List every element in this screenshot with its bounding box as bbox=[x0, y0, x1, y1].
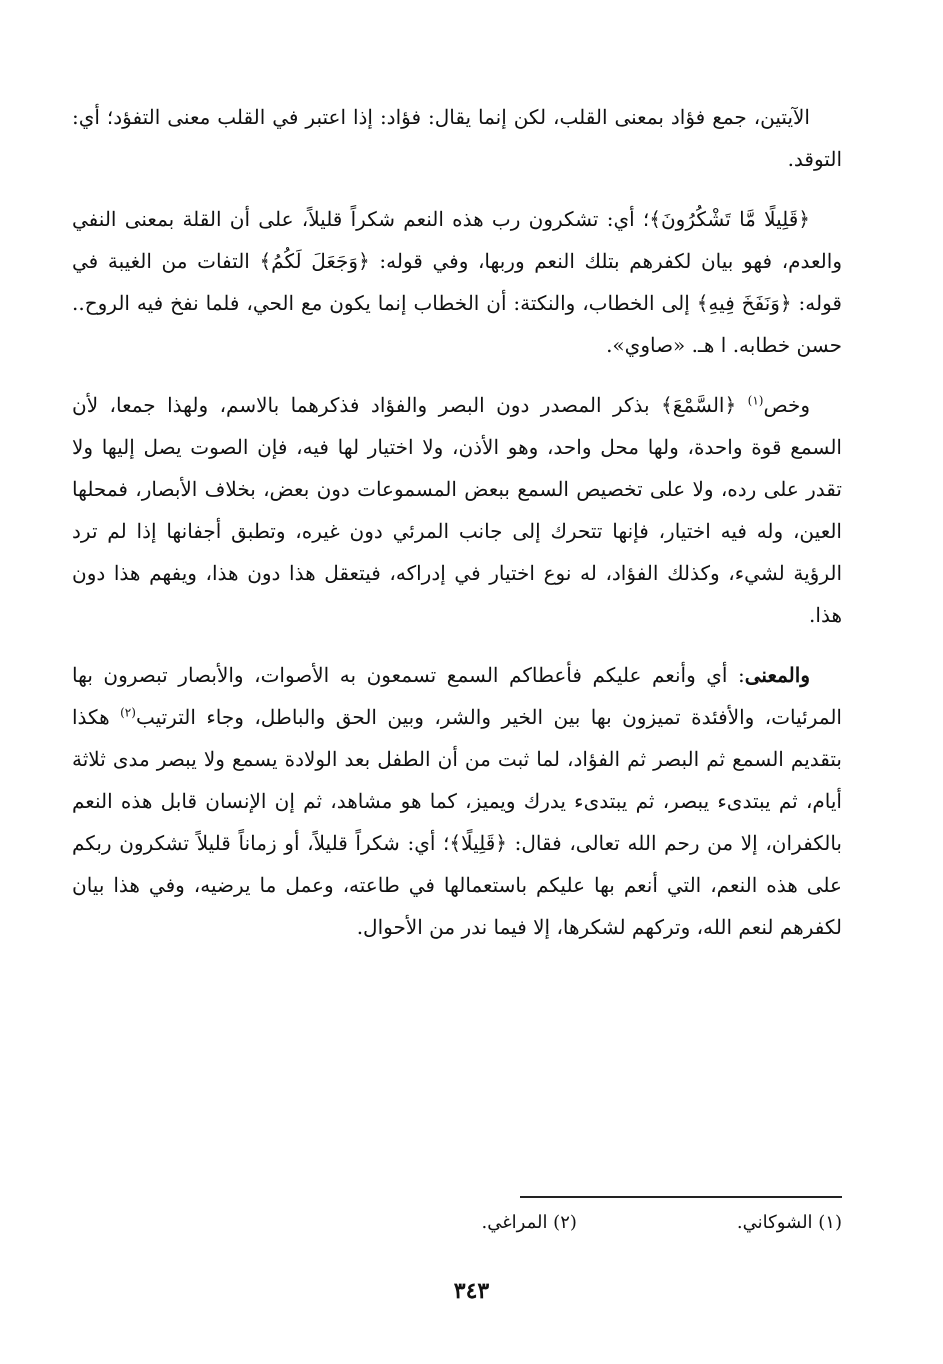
footnote-divider bbox=[520, 1196, 842, 1198]
footnotes bbox=[72, 1212, 842, 1242]
paragraph-3 bbox=[72, 384, 842, 636]
paragraph-text: الآيتين، جمع فؤاد بمعنى القلب، لكن إنما يقال: فؤاد: إذا اعتبر في القلب معنى التفؤد؛ أي: التوقد. bbox=[72, 105, 842, 171]
footnote-2: (٢) المراغي. bbox=[481, 1212, 577, 1233]
paragraph-text: وخص bbox=[763, 393, 810, 417]
main-text bbox=[72, 96, 842, 966]
paragraph-1 bbox=[72, 96, 842, 180]
paragraph-text: ﴿قَلِيلًا مَّا تَشْكُرُونَ﴾؛ أي: تشكرون رب هذه النعم شكراً قليلاً، على أن القلة بمعنى النفي والعدم، فهو بيان لكفرهم بتلك النعم وربها، وفي قوله: ﴿وَجَعَلَ لَكُمُ﴾ التفات من الغيبة في قوله: ﴿وَنَفَخَ فِيهِ﴾ إلى الخطاب، والنكتة: أن الخطاب إنما يكون مع الحي، فلما نفخ فيه الروح.. حسن خطابه. ا هـ. «صاوي». bbox=[72, 207, 842, 357]
page-number: ٣٤٣ bbox=[453, 1278, 490, 1304]
paragraph-text: : أي وأنعم عليكم فأعطاكم السمع تسمعون به الأصوات، والأبصار تبصرون بها المرئيات، والأفئدة تميزون بها بين الخير والشر، وبين الحق والباطل، وجاء الترتيب bbox=[72, 663, 842, 729]
footnote-ref-1[interactable]: (١) bbox=[747, 393, 764, 408]
paragraph-text: هكذا بتقديم السمع ثم البصر ثم الفؤاد، لما ثبت من أن الطفل بعد الولادة يسمع ولا يبصر مدى ثلاثة أيام، ثم يبتدىء يبصر، ثم يبتدىء يدرك ويميز، كما هو مشاهد، ثم إن الإنسان قابل هذه النعم بالكفران، إلا من رحم الله تعالى، فقال: ﴿قَلِيلًا﴾؛ أي: شكراً قليلاً، أو زماناً قليلاً تشكرون ربكم على هذه النعم، التي أنعم بها عليكم باستعمالها في طاعته، وعمل ما يرضيه، وفي هذا بيان لكفرهم لنعم الله، وتركهم لشكرها، إلا فيما ندر من الأحوال. bbox=[72, 705, 842, 939]
footnote-1: (١) الشوكاني. bbox=[736, 1212, 842, 1233]
paragraph-text: ﴿السَّمْعَ﴾ بذكر المصدر دون البصر والفؤاد فذكرهما بالاسم، ولهذا جمعا، لأن السمع قوة واحدة، ولها محل واحد، وهو الأذن، ولا اختيار لها فيه، فإن الصوت يصل إليها ولا تقدر على رده، ولا على تخصيص السمع ببعض المسموعات دون بعض، بخلاف الأبصار، فمحلها العين، وله فيه اختيار، فإنها تتحرك إلى جانب المرئي دون غيره، وتطبق أجفانها إذا لم ترد الرؤية لشيء، وكذلك الفؤاد، له نوع اختيار في إدراكه، فيتعقل هذا دون هذا، ويفهم هذا دون هذا. bbox=[72, 393, 842, 627]
paragraph-2 bbox=[72, 198, 842, 366]
footnote-ref-2[interactable]: (٢) bbox=[120, 705, 136, 720]
paragraph-4 bbox=[72, 654, 842, 948]
paragraph-lead-term: والمعنى bbox=[744, 663, 810, 687]
